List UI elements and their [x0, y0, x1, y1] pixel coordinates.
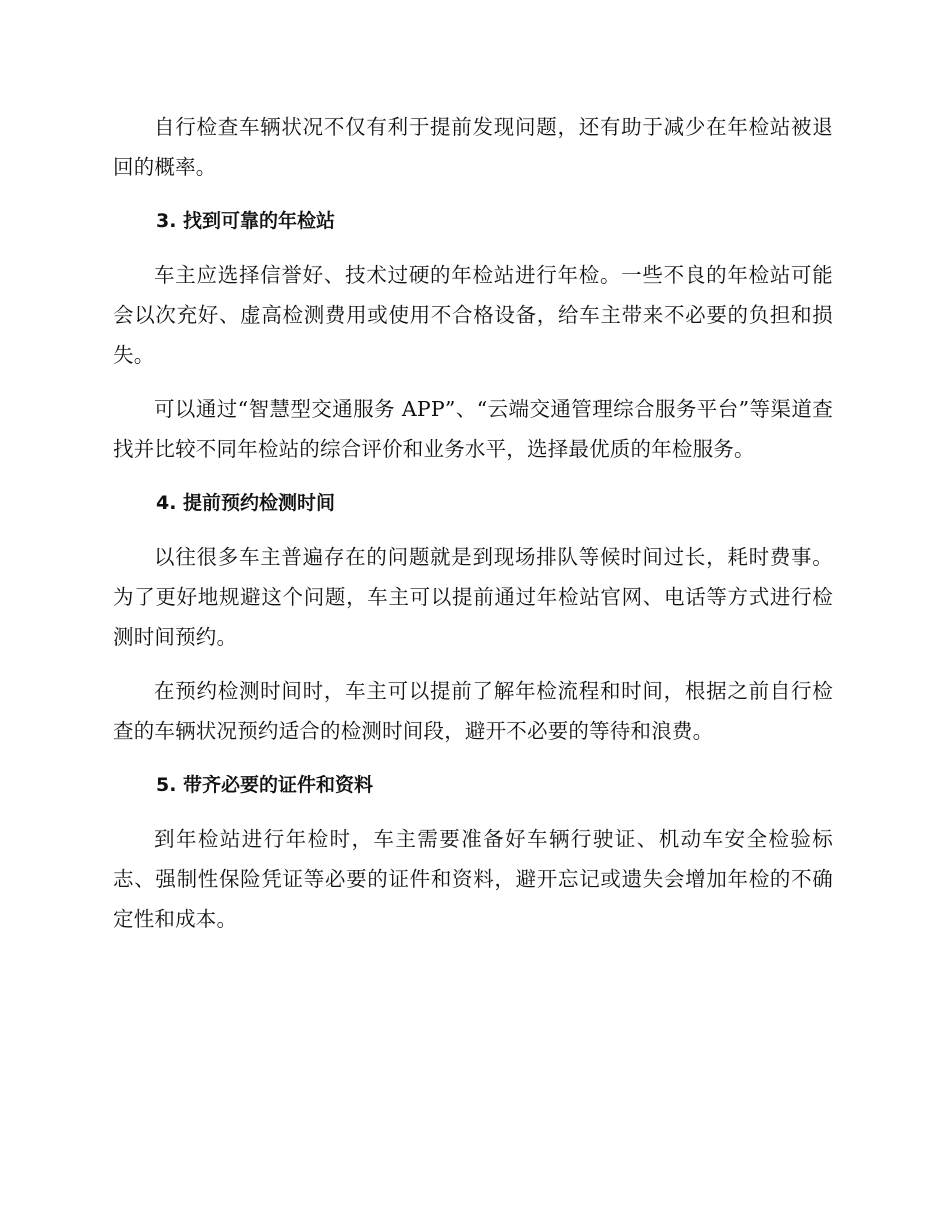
document-body: [113, 107, 833, 953]
section-heading-3: 3. 找到可靠的年检站: [156, 210, 336, 232]
paragraph-booking-time: 在预约检测时间时，车主可以提前了解年检流程和时间，根据之前自行检查的车辆状况预约适合的检测时间段，避开不必要的等待和浪费。: [113, 679, 833, 743]
section-heading-5: 5. 带齐必要的证件和资料: [156, 774, 374, 796]
paragraph-self-inspection: 自行检查车辆状况不仅有利于提前发现问题，还有助于减少在年检站被退回的概率。: [113, 115, 833, 179]
paragraph-queue-problem: 以往很多车主普遍存在的问题就是到现场排队等候时间过长，耗时费事。为了更好地规避这个问题，车主可以提前通过年检站官网、电话等方式进行检测时间预约。: [113, 545, 833, 649]
paragraph-documents: 到年检站进行年检时，车主需要准备好车辆行驶证、机动车安全检验标志、强制性保险凭证等必要的证件和资料，避开忘记或遗失会增加年检的不确定性和成本。: [113, 827, 833, 931]
section-heading-4: 4. 提前预约检测时间: [156, 492, 336, 514]
paragraph-choose-station: 车主应选择信誉好、技术过硬的年检站进行年检。一些不良的年检站可能会以次充好、虚高检测费用或使用不合格设备，给车主带来不必要的负担和损失。: [113, 263, 833, 367]
paragraph-compare-stations: 可以通过“智慧型交通服务 APP”、“云端交通管理综合服务平台”等渠道查找并比较不同年检站的综合评价和业务水平，选择最优质的年检服务。: [113, 397, 833, 461]
